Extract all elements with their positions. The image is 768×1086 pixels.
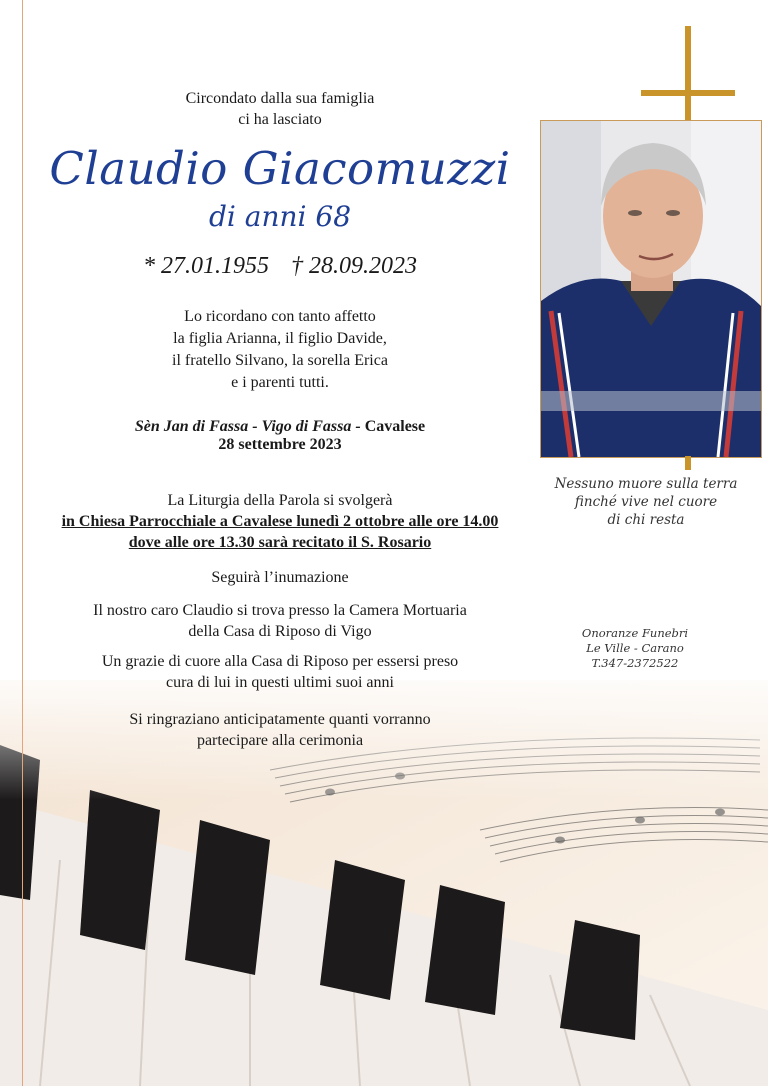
final-thanks-text: Si ringraziano anticipatamente quanti vorranno partecipare alla cerimonia (129, 711, 431, 749)
life-dates (22, 250, 538, 282)
cross-icon (685, 26, 691, 122)
funeral-home-info: Onoranze Funebri Le Ville - Carano T.347-2372522 (581, 626, 689, 670)
memorial-quote: Nessuno muore sulla terra finché vive nel cuore di chi resta (554, 476, 738, 528)
liturgy-text: La Liturgia della Parola si svolgerà in Chiesa Parrocchiale a Cavalese lunedì 2 ottobre alle ore 14.00 dove alle ore 13.30 sarà recitato il S. Rosario (61, 492, 499, 551)
thanks-text: Un grazie di cuore alla Casa di Riposo per essersi preso cura di lui in questi ultimi suoi anni (101, 653, 459, 691)
cross-icon-bar (641, 90, 735, 96)
mortuary-text: Il nostro caro Claudio si trova presso la Camera Mortuaria della Casa di Riposo di Vigo (93, 602, 467, 640)
birth-date: * 27.01.1955 (143, 253, 269, 279)
cross-icon-base (685, 456, 691, 470)
burial-text: Seguirà l’inumazione (211, 569, 349, 586)
deceased-name: Claudio Giacomuzzi (49, 142, 511, 195)
portrait-photo (540, 120, 762, 458)
age-text: di anni 68 (208, 200, 352, 233)
intro-text: Circondato dalla sua famiglia ci ha lasciato (185, 90, 375, 128)
places-and-date: Sèn Jan di Fassa - Vigo di Fassa - Cavalese 28 settembre 2023 (134, 418, 426, 453)
mourners-text: Lo ricordano con tanto affetto la figlia Arianna, il figlio Davide, il fratello Silvano, la sorella Erica e i parenti tutti. (172, 308, 388, 391)
death-date: † 28.09.2023 (291, 253, 417, 279)
